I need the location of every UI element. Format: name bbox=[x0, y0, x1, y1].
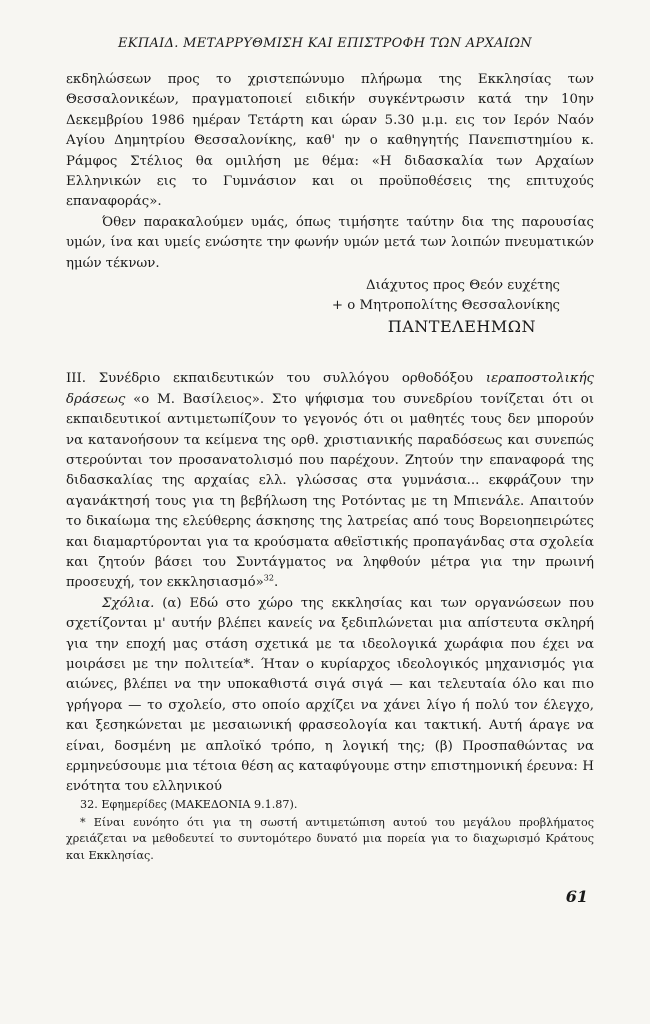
footnote-star: * Είναι ευνόητο ότι για τη σωστή αντιμετώπιση αυτού του μεγάλου προβλήματος χρειάζεται να μεθοδευτεί το συντομότερο δυνατό μια πορεία για το διαχωρισμό Κράτους και Εκκλησίας. bbox=[66, 816, 594, 862]
section-3-intro-italic: ιεραποστολικής δράσεως bbox=[66, 371, 594, 407]
footnotes bbox=[66, 797, 594, 864]
main-text bbox=[66, 70, 594, 798]
signature-block bbox=[66, 276, 560, 337]
signer-title: + ο Μητροπολίτης Θεσσαλονίκης bbox=[331, 298, 560, 314]
footnote-ref-32: 32 bbox=[263, 573, 274, 583]
page-number: 61 bbox=[565, 887, 588, 906]
footnote-32: 32. Εφημερίδες (ΜΑΚΕΔΟΝΙΑ 9.1.87). bbox=[80, 798, 298, 811]
comments-label: Σχόλια. bbox=[102, 595, 155, 611]
section-3-intro: III. Συνέδριο εκπαιδευτικών του συλλόγου ορθοδόξου bbox=[66, 371, 486, 387]
closing-line: Διάχυτος προς Θεόν ευχέτης bbox=[366, 278, 560, 294]
letter-paragraph-2: Όθεν παρακαλούμεν υμάς, όπως τιμήσητε ταύτην δια της παρουσίας υμών, ίνα και υμείς ενώσητε την φωνήν υμών μετά των λοιπών πνευματικών ημών τέκνων. bbox=[66, 214, 594, 271]
section-3-text-end: . bbox=[273, 575, 279, 591]
letter-paragraph-1: εκδηλώσεων προς το χριστεπώνυμο πλήρωμα της Εκκλησίας των Θεσσαλονικέων, πραγματοποιεί ειδικήν συγκέντρωσιν κατά την 10ην Δεκεμβρίου 1986 ημέραν Τετάρτη και ώραν 5.30 μ.μ. εις τον Ιερόν Ναόν Αγίου Δημητρίου Θεσσαλονίκης, καθ' ην ο καθηγητής Πανεπιστημίου κ. Ράμφος Στέλιος θα ομιλήση με θέμα: «Η διδασκαλία των Αρχαίων Ελληνικών εις το Γυμνάσιον και οι προϋποθέσεις της επιτυχούς επαναφοράς». bbox=[66, 72, 594, 210]
comments-text: (α) Εδώ στο χώρο της εκκλησίας και των οργανώσεων που σχετίζονται μ' αυτήν βλέπει κανείς να ξεδιπλώνεται μια απίστευτα σκληρή για την εποχή μας στάση σχετικά με τα ιδεολογικά χωράφια που έχει να μοιράσει με την πολιτεία*. Ήταν ο κυρίαρχος ιδεολογικός μηχανισμός για αιώνες, βλέπει να την υποκαθιστά σιγά σιγά — και τελευταία όλο και πιο γρήγορα — το σχολείο, στο οποίο αρχίζει να χάνει λίγο ή πολύ τον έλεγχο, και ξεσηκώνεται με μεσαιωνική φρασεολογία και τακτική. Αυτή άραγε να είναι, δοσμένη με απλοϊκό τρόπο, η λογική της; (β) Προσπαθώντας να ερμηνεύσουμε μια τέτοια θέση ας καταφύγουμε στην επιστημονική έρευνα: Η ενότητα του ελληνικού bbox=[66, 595, 594, 795]
section-3-paragraph bbox=[66, 369, 594, 593]
section-3-text: «ο Μ. Βασίλειος». Στο ψήφισμα του συνεδρίου τονίζεται ότι οι εκπαιδευτικοί αντιμετωπίζουν το γεγονός ότι οι μαθητές τους δεν μπορούν να κατανοήσουν τα κείμενα της ορθ. χριστιανικής παραδόσεως και συνεπώς στερούνται τον προσανατολισμό που παρέχουν. Ζητούν την επαναφορά της διδασκαλίας της αρχαίας ελλ. γλώσσας στα γυμνάσια... εκφράζουν την αγανάκτησή τους για τη βεβήλωση της Ροτόντας με τη Μπιενάλε. Απαιτούν το δικαίωμα της ελεύθερης άσκησης της λατρείας από τους Βορειοηπειρώτες και διαμαρτύρονται για τα κρούσματα αθεϊστικής προπαγάνδας στα σχολεία και ζητούν βάσει του Συντάγματος να ληφθούν μέτρα για την πρωινή προσευχή, τον εκκλησιασμό» bbox=[66, 391, 594, 591]
running-header: ΕΚΠΑΙΔ. ΜΕΤΑΡΡΥΘΜΙΣΗ ΚΑΙ ΕΠΙΣΤΡΟΦΗ ΤΩΝ ΑΡΧΑΙΩΝ bbox=[118, 36, 532, 51]
comments-paragraph bbox=[66, 594, 594, 798]
signer-name: ΠΑΝΤΕΛΕΗΜΩΝ bbox=[387, 316, 536, 336]
